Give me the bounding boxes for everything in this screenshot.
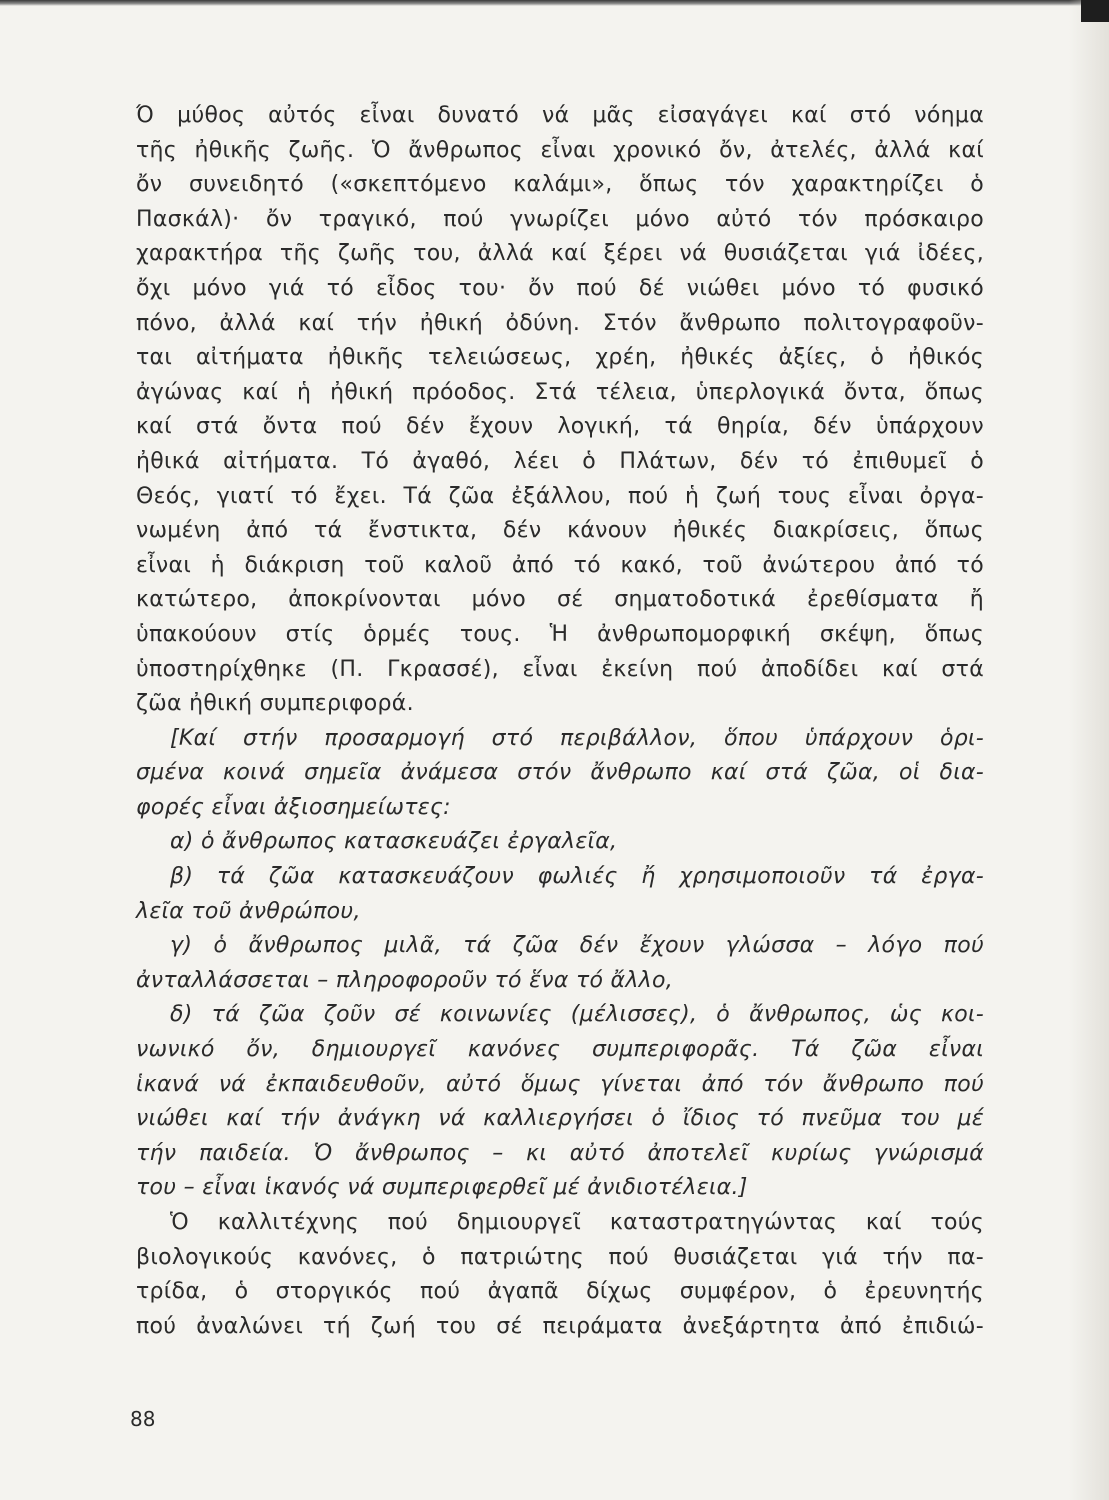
text-line: νιώθει καί τήν ἀνάγκη νά καλλιεργήσει ὁ ἴδιος τό πνεῦμα του μέ [136, 1106, 984, 1132]
text-line: [Καί στήν προσαρμογή στό περιβάλλον, ὅπου ὑπάρχουν ὁρι- [170, 725, 984, 751]
text-line: λεῖα τοῦ ἀνθρώπου, [136, 898, 361, 924]
text-line: ζῶα ἠθική συμπεριφορά. [136, 691, 414, 717]
text-line: Θεός, γιατί τό ἔχει. Τά ζῶα ἐξάλλου, πού ἡ ζωή τους εἶναι ὀργα- [136, 483, 984, 509]
page-top-edge [0, 0, 1109, 6]
text-line: πού ἀναλώνει τή ζωή του σέ πειράματα ἀνεξάρτητα ἀπό ἐπιδιώ- [136, 1313, 984, 1339]
scan-corner [1081, 0, 1109, 22]
text-line: καί στά ὄντα πού δέν ἔχουν λογική, τά θηρία, δέν ὑπάρχουν [136, 414, 984, 440]
text-line: ἱκανά νά ἐκπαιδευθοῦν, αὐτό ὅμως γίνεται ἀπό τόν ἄνθρωπο πού [136, 1071, 984, 1097]
text-line: ὑποστηρίχθηκε (Π. Γκρασσέ), εἶναι ἐκείνη πού ἀποδίδει καί στά [136, 656, 984, 682]
text-line: α) ὁ ἄνθρωπος κατασκευάζει ἐργαλεῖα, [170, 829, 618, 855]
text-line: Ό μύθος αὐτός εἶναι δυνατό νά μᾶς εἰσαγάγει καί στό νόημα [136, 103, 984, 128]
text-line: ὄχι μόνο γιά τό εἶδος του· ὄν πού δέ νιώθει μόνο τό φυσικό [136, 275, 984, 301]
text-line: πόνο, ἀλλά καί τήν ἠθική ὀδύνη. Στόν ἄνθρωπο πολιτογραφοῦν- [136, 310, 984, 336]
page-number: 88 [130, 1407, 156, 1431]
text-line: κατώτερο, ἀποκρίνονται μόνο σέ σηματοδοτικά ἐρεθίσματα ἤ [136, 587, 984, 613]
text-line: τῆς ἠθικῆς ζωῆς. Ὁ ἄνθρωπος εἶναι χρονικό ὄν, ἀτελές, ἀλλά καί [136, 137, 984, 163]
text-line: δ) τά ζῶα ζοῦν σέ κοινωνίες (μέλισσες), ὁ ἄνθρωπος, ὡς κοι- [170, 1002, 984, 1028]
text-line: ὄν συνειδητό («σκεπτόμενο καλάμι», ὅπως τόν χαρακτηρίζει ὁ [136, 172, 984, 198]
text-line: εἶναι ἡ διάκριση τοῦ καλοῦ ἀπό τό κακό, τοῦ ἀνώτερου ἀπό τό [136, 552, 984, 578]
text-line: ἀνταλλάσσεται – πληροφοροῦν τό ἕνα τό ἄλλο, [136, 967, 674, 993]
page-right-edge [1069, 0, 1109, 1500]
text-line: νωμένη ἀπό τά ἔνστικτα, δέν κάνουν ἠθικές διακρίσεις, ὅπως [136, 518, 984, 544]
text-line: Πασκάλ)· ὄν τραγικό, πού γνωρίζει μόνο αὐτό τόν πρόσκαιρο [136, 206, 984, 232]
text-line: β) τά ζῶα κατασκευάζουν φωλιές ἤ χρησιμοποιοῦν τά ἐργα- [170, 864, 984, 890]
text-line: τήν παιδεία. Ὁ ἄνθρωπος – κι αὐτό ἀποτελεῖ κυρίως γνώρισμά [136, 1140, 984, 1166]
text-line: γ) ὁ ἄνθρωπος μιλᾶ, τά ζῶα δέν ἔχουν γλώσσα – λόγο πού [170, 933, 984, 959]
text-line: ἠθικά αἰτήματα. Τό ἀγαθό, λέει ὁ Πλάτων, δέν τό ἐπιθυμεῖ ὁ [136, 448, 984, 474]
text-line: Ὁ καλλιτέχνης πού δημιουργεῖ καταστρατηγώντας καί τούς [170, 1210, 984, 1235]
text-line: φορές εἶναι ἀξιοσημείωτες: [136, 794, 451, 820]
text-line: σμένα κοινά σημεῖα ἀνάμεσα στόν ἄνθρωπο καί στά ζῶα, οἱ δια- [136, 760, 984, 786]
text-line: ται αἰτήματα ἠθικῆς τελειώσεως, χρέη, ἠθικές ἀξίες, ὁ ἠθικός [136, 345, 984, 371]
text-line: του – εἶναι ἱκανός νά συμπεριφερθεῖ μέ ἀνιδιοτέλεια.] [136, 1175, 748, 1201]
text-line: ἀγώνας καί ἡ ἠθική πρόοδος. Στά τέλεια, ὑπερλογικά ὄντα, ὅπως [136, 379, 984, 405]
body-text [136, 99, 984, 1344]
text-line: ὑπακούουν στίς ὁρμές τους. Ἡ ἀνθρωπομορφική σκέψη, ὅπως [136, 621, 984, 647]
text-line: τρίδα, ὁ στοργικός πού ἀγαπᾶ δίχως συμφέρον, ὁ ἐρευνητής [136, 1279, 984, 1305]
text-line: χαρακτήρα τῆς ζωῆς του, ἀλλά καί ξέρει νά θυσιάζεται γιά ἰδέες, [136, 241, 984, 267]
text-line: νωνικό ὄν, δημιουργεῖ κανόνες συμπεριφορᾶς. Τά ζῶα εἶναι [136, 1037, 984, 1063]
text-line: βιολογικούς κανόνες, ὁ πατριώτης πού θυσιάζεται γιά τήν πα- [136, 1244, 984, 1270]
